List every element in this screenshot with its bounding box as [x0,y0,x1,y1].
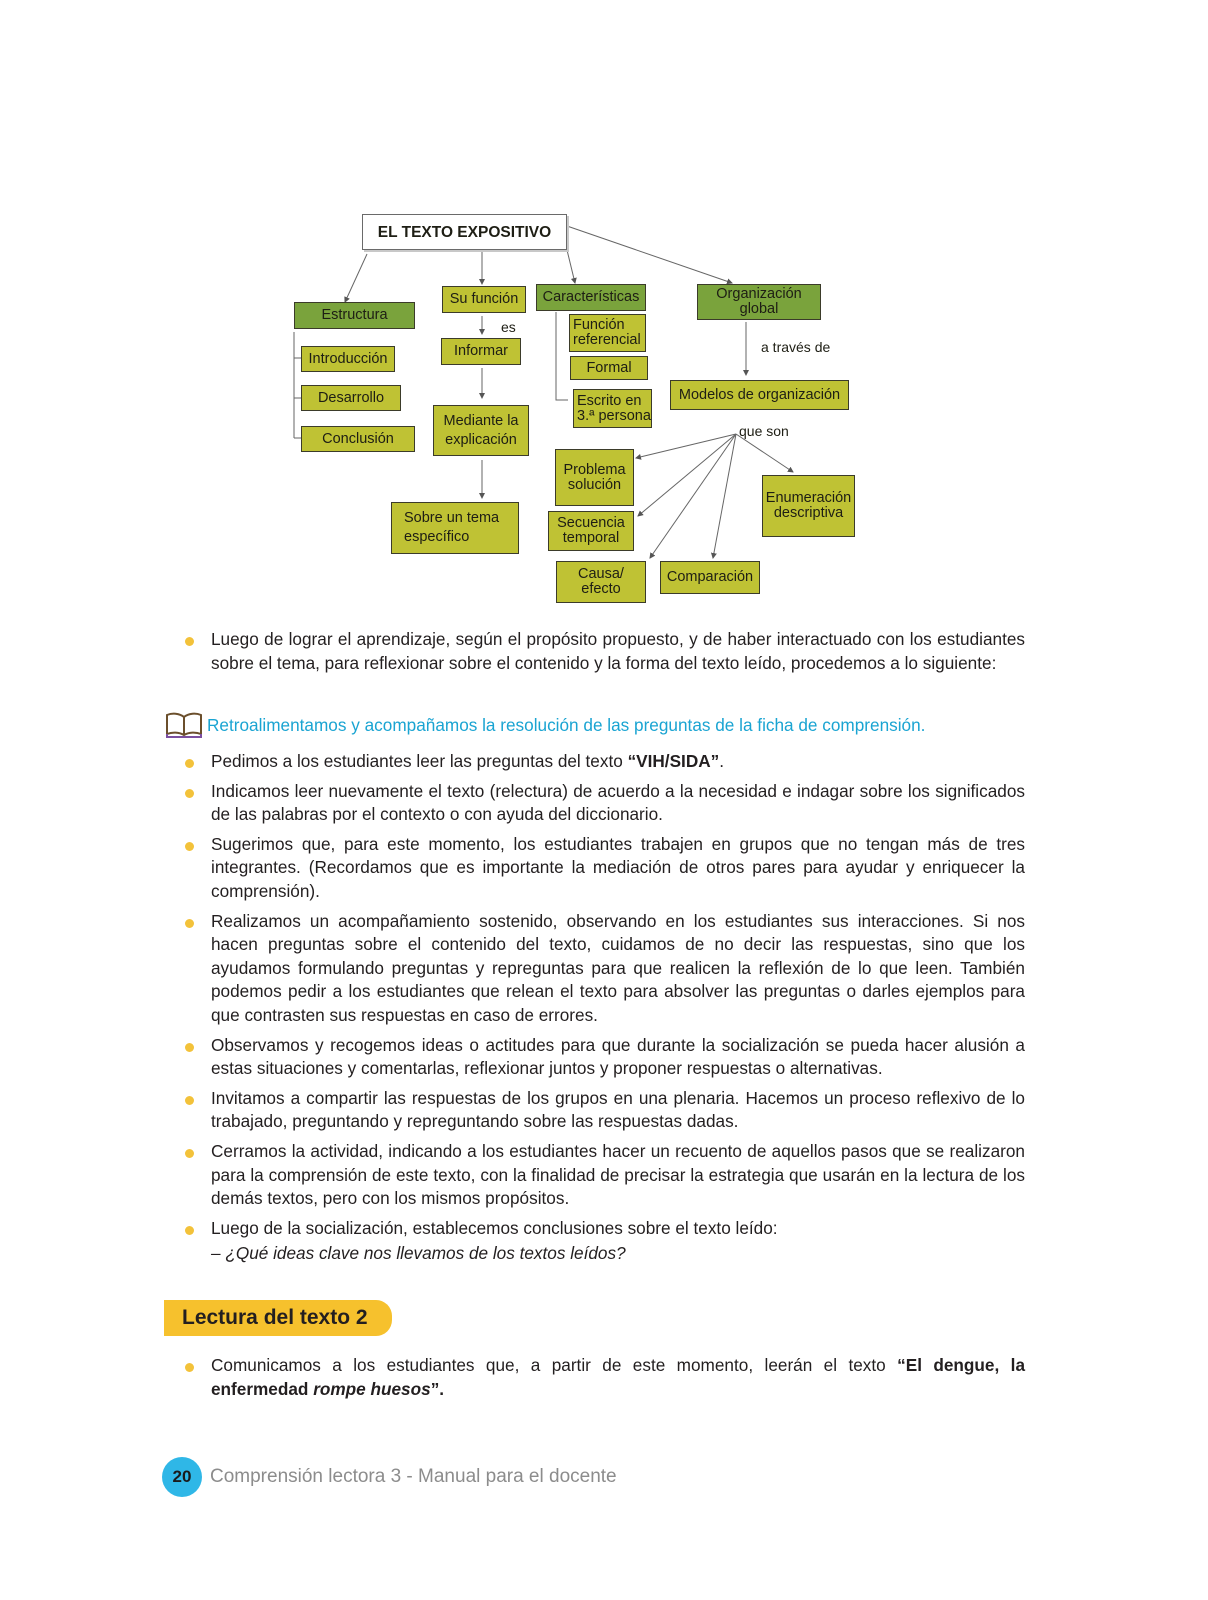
map-escrito-line1: Escrito en [577,392,642,409]
bullet-text: Indicamos leer nuevamente el texto (relectura) de acuerdo a la necesidad e indagar sobre los significados de las palabras por el contexto o con ayuda del diccionario. [211,780,1025,825]
list-item [185,628,1025,675]
list-item [185,1034,1025,1081]
tip-line [165,712,925,738]
map-conclusion: Conclusión [301,426,415,452]
map-enumeracion [762,475,855,537]
tip-text: Retroalimentamos y acompañamos la resolución de las preguntas de la ficha de comprensión. [207,714,926,735]
list-item [185,750,1025,774]
intro-section [185,628,1025,681]
bullet-text: Luego de la socialización, establecemos conclusiones sobre el texto leído: [211,1217,778,1238]
list-item [185,1140,1025,1211]
map-problema-line1: Problema [563,461,626,478]
map-introduccion: Introducción [301,346,395,372]
map-sobre-line1: Sobre un tema [404,510,500,526]
map-organizacion [697,284,821,320]
footer-title: Comprensión lectora 3 - Manual para el docente [210,1466,617,1487]
bullet-dot-icon [185,1149,194,1158]
arrow-root-estructura [345,254,367,302]
sub-question: – ¿Qué ideas clave nos llevamos de los textos leídos? [211,1243,626,1264]
map-modelos: Modelos de organización [670,380,849,410]
map-enumeracion-line2: descriptiva [773,505,844,521]
map-funcion-line1: Función [573,317,625,333]
section-bullet-bold-italic: rompe huesos [313,1378,431,1399]
bullet-dot-icon [185,1363,194,1372]
map-comparacion: Comparación [660,561,760,594]
list-item [185,833,1025,904]
map-root: EL TEXTO EXPOSITIVO [362,214,567,250]
bullet-text-end: . [719,751,725,771]
intro-text: Luego de lograr el aprendizaje, según el propósito propuesto, y de haber interactuado con los estudiantes sobre el tema, para reflexionar sobre el contenido y la forma del texto leído, procedemos a lo siguiente: [211,629,1025,673]
map-su-funcion: Su función [442,286,526,313]
map-causa-line1: Causa/ [578,566,624,582]
map-sobre-line2: específico [404,529,470,545]
page-number: 20 [162,1457,202,1497]
bullet-text: Observamos y recogemos ideas o actitudes para que durante la socialización se pueda hacer alusión a estas situaciones y comentarlas, reflexionar juntos y proponer respuestas o alternativas. [211,1034,1025,1079]
map-formal: Formal [570,356,648,380]
map-mediante-line2: explicación [445,431,517,448]
section-bullet-bold: “El dengue, la enfermedad [211,1355,1026,1399]
map-secuencia [548,511,634,551]
map-problema [555,449,634,506]
section-bullet-bold-end: ”. [430,1378,445,1399]
map-label-a-traves: a través de [761,339,831,355]
arrow-root-caracteristicas [567,250,575,283]
bullet-dot-icon [185,789,194,798]
bullet-text: Realizamos un acompañamiento sostenido, observando en los estudiantes sus interacciones. Si nos hacen preguntas sobre el contenido del texto, cuidamos de no decir las respuestas, sino que los ayudamos formulando preguntas y repreguntas para que realicen la reflexión de lo que leen. También podemos pedir a los estudiantes que relean el texto para absolver las preguntas o darles ejemplos para que contrasten sus respuestas en caso de errores. [211,910,1025,1025]
page-footer [162,1457,617,1497]
bullet-dot-icon [185,1096,194,1105]
arrow-root-organizacion [567,226,732,283]
map-causa [556,561,646,603]
map-label-es: es [501,319,516,335]
list-item [185,1354,1025,1401]
concept-map [0,0,1208,640]
bullet-text: Cerramos la actividad, indicando a los estudiantes hacer un recuento de aquellos pasos que se realizaron para la comprensión de este texto, con la finalidad de precisar la estrategia que usarán en la lectura de los demás textos, pero con los mismos propósitos. [211,1140,1025,1209]
bullet-text: Invitamos a compartir las respuestas de los grupos en una plenaria. Hacemos un proceso reflexivo de lo trabajado, preguntando y repreguntando sobre las respuestas dadas. [211,1087,1025,1132]
list-item [185,910,1025,1028]
bullet-dot-icon [185,842,194,851]
map-escrito [573,389,652,428]
map-enumeracion-line1: Enumeración [765,490,852,506]
map-secuencia-line2: temporal [562,530,620,546]
map-informar: Informar [441,338,521,365]
map-secuencia-line1: Secuencia [557,515,625,531]
map-desarrollo: Desarrollo [301,385,401,411]
bullet-dot-icon [185,919,194,928]
map-label-que-son: que son [739,423,789,439]
list-item [185,1217,1025,1241]
map-organizacion-line1: Organización [716,286,802,302]
bullet-text: Pedimos a los estudiantes leer las preguntas del texto [211,751,628,771]
open-book-icon [165,712,203,738]
bullet-dot-icon [185,637,194,646]
map-mediante-line1: Mediante la [443,412,519,429]
map-escrito-line2: 3.ª persona [577,407,651,424]
bullet-list [185,750,1025,1266]
bullet-bold-title: “VIH/SIDA” [627,751,720,771]
bullet-dot-icon [185,759,194,768]
map-funcion-line2: referencial [573,332,641,348]
section-heading: Lectura del texto 2 [164,1300,392,1336]
list-item [185,780,1025,827]
map-mediante [433,405,529,456]
map-estructura: Estructura [294,302,415,329]
map-organizacion-line2: global [739,301,779,317]
section-bullet-text: Comunicamos a los estudiantes que, a partir de este momento, leerán el texto [211,1355,898,1375]
bullet-dot-icon [185,1043,194,1052]
map-causa-line2: efecto [581,581,621,597]
list-item [185,1087,1025,1134]
bracket-caracteristicas [556,312,568,400]
bullet-text: Sugerimos que, para este momento, los estudiantes trabajen en grupos que no tengan más de tres integrantes. (Recordamos que es importante la mediación de otros pares para ayudar y enriquecer la comprensión). [211,833,1025,901]
map-problema-line2: solución [567,476,622,493]
bullet-dot-icon [185,1226,194,1235]
map-funcion-referencial [569,314,646,352]
map-sobre-tema [391,502,519,554]
section-body [185,1354,1025,1407]
map-caracteristicas: Características [536,284,646,311]
